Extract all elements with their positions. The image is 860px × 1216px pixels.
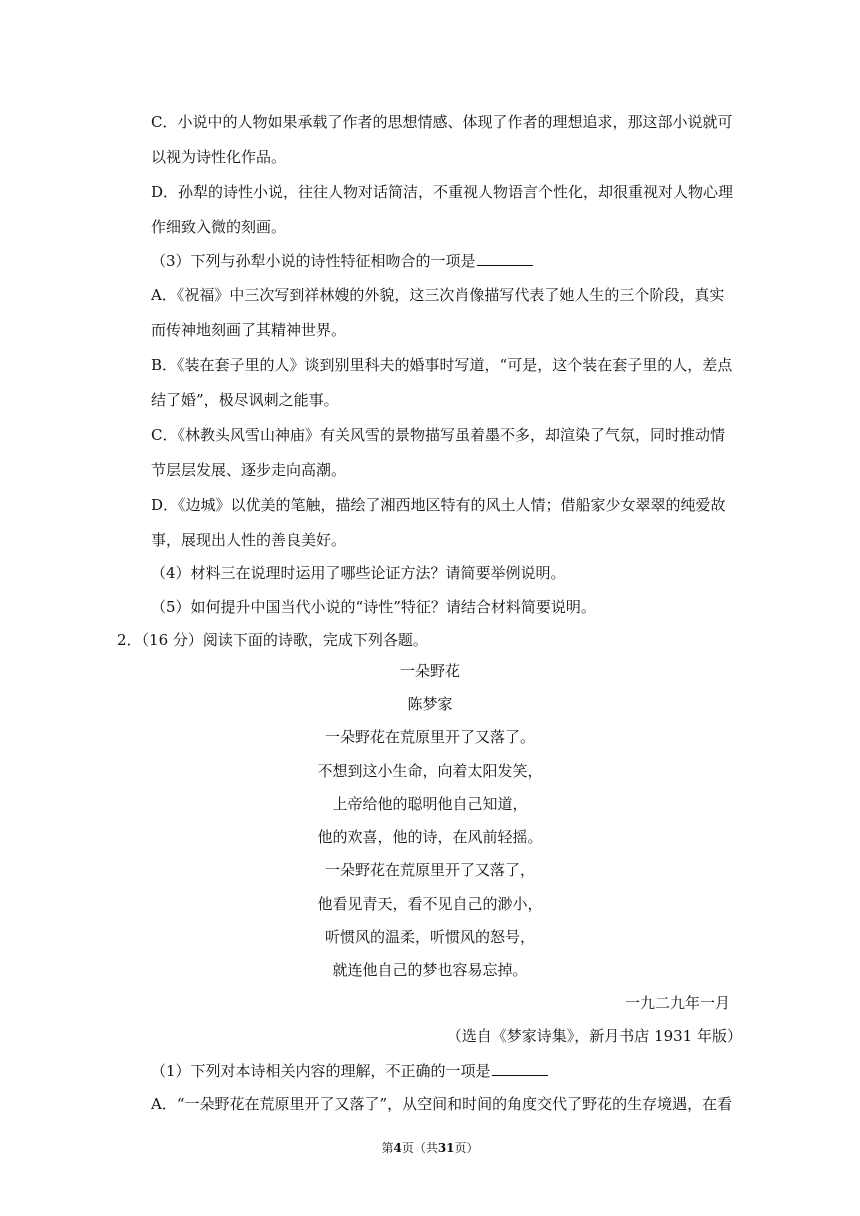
q2-1-option-a-line-1: A．“一朵野花在荒原里开了又落了”，从空间和时间的角度交代了野花的生存境遇，在看	[151, 1095, 733, 1113]
q3-option-a-line-1: A．《祝福》中三次写到祥林嫂的外貌，这三次肖像描写代表了她人生的三个阶段，真实	[151, 286, 725, 304]
q3-option-a-line-2: 而传神地刻画了其精神世界。	[151, 321, 347, 339]
footer-total-pages: 31	[437, 1141, 455, 1155]
question-2-1-text: （1）下列对本诗相关内容的理解，不正确的一项是	[151, 1062, 491, 1080]
question-3	[151, 250, 533, 271]
question-2-heading: 2．（16 分）阅读下面的诗歌，完成下列各题。	[117, 631, 428, 649]
poem-verse: 他的欢喜，他的诗，在风前轻摇。	[317, 828, 543, 846]
poem-verse: 不想到这小生命，向着太阳发笑，	[317, 762, 543, 780]
footer-page-number: 4	[393, 1141, 402, 1155]
poem-verse: 就连他自己的梦也容易忘掉。	[332, 961, 528, 979]
question-4: （4）材料三在说理时运用了哪些论证方法？请简要举例说明。	[151, 564, 566, 582]
poem-verse: 他看见青天，看不见自己的渺小，	[317, 895, 543, 913]
footer-mid: 页（共	[401, 1141, 438, 1155]
poem-verse: 上帝给他的聪明他自己知道，	[332, 795, 528, 813]
poem-author: 陈梦家	[407, 695, 453, 713]
question-3-text: （3）下列与孙犁小说的诗性特征相吻合的一项是	[151, 252, 476, 270]
q3-option-b-line-1: B．《装在套子里的人》谈到别里科夫的婚事时写道，“可是，这个装在套子里的人，差点	[151, 356, 733, 374]
answer-blank	[492, 1060, 548, 1076]
option-c-line-2: 以视为诗性化作品。	[151, 148, 287, 166]
answer-blank	[477, 250, 533, 266]
q3-option-c-line-2: 节层层发展、逐步走向高潮。	[151, 461, 347, 479]
poem-title: 一朵野花	[399, 662, 460, 680]
footer-prefix: 第	[381, 1141, 394, 1155]
poem-verse: 一朵野花在荒原里开了又落了。	[324, 728, 535, 746]
q3-option-d-line-1: D．《边城》以优美的笔触，描绘了湘西地区特有的风土人情；借船家少女翠翠的纯爱故	[151, 496, 726, 514]
question-5: （5）如何提升中国当代小说的“诗性”特征？请结合材料简要说明。	[151, 598, 596, 616]
poem-verse: 听惯风的温柔，听惯风的怒号，	[324, 928, 535, 946]
poem-date: 一九二九年一月	[624, 994, 730, 1012]
poem-source: （选自《梦家诗集》，新月书店 1931 年版）	[446, 1027, 742, 1045]
footer-suffix: 页）	[454, 1141, 479, 1155]
option-d-line-2: 作细致入微的刻画。	[151, 218, 287, 236]
option-d-line-1: D．孙犁的诗性小说，往往人物对话简洁，不重视人物语言个性化，却很重视对人物心理	[151, 183, 734, 201]
page-footer	[0, 1140, 860, 1156]
q3-option-b-line-2: 结了婚”，极尽讽刺之能事。	[151, 391, 339, 409]
option-c-line-1: C．小说中的人物如果承载了作者的思想情感、体现了作者的理想追求，那这部小说就可	[151, 113, 733, 131]
q3-option-c-line-1: C．《林教头风雪山神庙》有关风雪的景物描写虽着墨不多，却渲染了气氛，同时推动情	[151, 426, 725, 444]
poem-verse: 一朵野花在荒原里开了又落了，	[324, 861, 535, 879]
question-2-1	[151, 1060, 548, 1081]
q3-option-d-line-2: 事，展现出人性的善良美好。	[151, 531, 347, 549]
